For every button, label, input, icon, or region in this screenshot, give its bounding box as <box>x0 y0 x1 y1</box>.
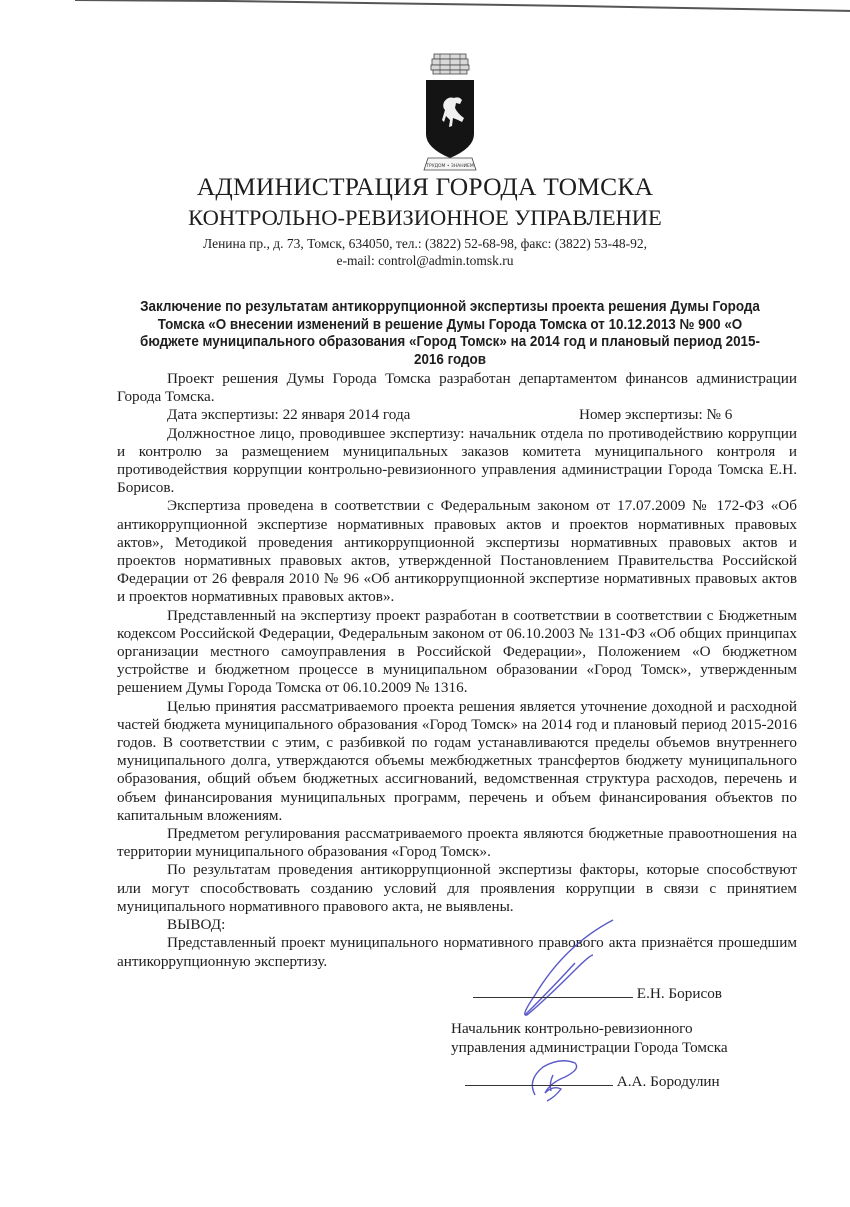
svg-text:ТРУДОМ • ЗНАНИЕМ: ТРУДОМ • ЗНАНИЕМ <box>426 164 474 169</box>
document-title: Заключение по результатам антикоррупционной экспертизы проекта решения Думы Города Томска «О внесении изменений в решение Думы Города Томска от 10.12.2013 № 900 «О бюджете муниципального образования «Город Томск» на 2014 год и плановый период 2015-2016 годов <box>140 299 760 368</box>
paragraph-official: Должностное лицо, проводившее экспертизу: начальник отдела по противодействию коррупции и контролю за размещением муниципальных заказов комитета муниципального контроля и противодействия коррупции контрольно-ревизионного управления администрации Города Томска Е.Н. Борисов. <box>117 424 797 497</box>
letterhead-contacts <box>0 235 850 269</box>
paragraph-legal-basis: Экспертиза проведена в соответствии с Федеральным законом от 17.07.2009 № 172-ФЗ «Об антикоррупционной экспертизе нормативных правовых актов и проектов нормативных правовых актов», Методикой проведения антикоррупционной экспертизы нормативных правовых актов и проектов нормативных правовых актов, утвержденной Постановлением Правительства Российской Федерации от 26 февраля 2010 № 96 «Об антикоррупционной экспертизе нормативных правовых актов и проектов нормативных правовых актов». <box>117 497 797 606</box>
conclusion-label: ВЫВОД: <box>167 916 226 934</box>
signature-borisov-icon <box>505 915 635 1025</box>
signature-line-borisov <box>473 985 722 1003</box>
paragraph-subject: Предметом регулирования рассматриваемого проекта являются бюджетные правоотношения на территории муниципального образования «Город Томск». <box>117 825 797 861</box>
signer-borisov: Е.Н. Борисов <box>636 985 722 1002</box>
signature-line-borodulin <box>465 1073 720 1091</box>
letterhead-email: e-mail: control@admin.tomsk.ru <box>336 253 514 268</box>
paragraph-conclusion: Представленный проект муниципального нормативного правового акта признаётся прошедшим антикоррупционную экспертизу. <box>117 934 797 970</box>
signer-position <box>451 1020 728 1057</box>
position-line-2: управления администрации Города Томска <box>451 1038 728 1056</box>
paragraph-findings: По результатам проведения антикоррупционной экспертизы факторы, которые способствуют или могут способствовать созданию условий для проявления коррупции в связи с принятием муниципального нормативного правового акта, не выявлены. <box>117 861 797 915</box>
signature-line <box>465 1085 613 1086</box>
expertise-date: Дата экспертизы: 22 января 2014 года <box>167 406 411 424</box>
letterhead-address: Ленина пр., д. 73, Томск, 634050, тел.: (3822) 52-68-98, факс: (3822) 53-48-92, <box>203 236 647 251</box>
paragraph-project-basis: Представленный на экспертизу проект разработан в соответствии в соответствии с Бюджетным кодексом Российской Федерации, Федеральным законом от 06.10.2003 № 131-ФЗ «Об общих принципах организации местного самоуправления в Российской Федерации», Положением «О бюджетном устройстве и бюджетном процессе в муниципальном образовании «Город Томск», утвержденным решением Думы Города Томска от 06.10.2009 № 1316. <box>117 606 797 697</box>
tomsk-coat-of-arms-icon <box>418 50 482 176</box>
document-body <box>117 370 797 971</box>
position-line-1: Начальник контрольно-ревизионного <box>451 1020 693 1037</box>
signer-borodulin: А.А. Бородулин <box>616 1073 720 1090</box>
letterhead-department: КОНТРОЛЬНО-РЕВИЗИОННОЕ УПРАВЛЕНИЕ <box>188 205 662 230</box>
paragraph-developer: Проект решения Думы Города Томска разработан департаментом финансов администрации Города Томска. <box>117 370 797 406</box>
expertise-number: Номер экспертизы: № 6 <box>579 406 733 424</box>
signature-line <box>473 997 633 998</box>
scan-edge-line <box>75 0 850 12</box>
paragraph-purpose: Целью принятия рассматриваемого проекта решения является уточнение доходной и расходной частей бюджета муниципального образования «Город Томск» на 2014 год и плановый период 2015-2016 годов. В соответствии с этим, с разбивкой по годам устанавливаются пределы объемов внутреннего муниципального долга, утверждаются объемы межбюджетных трансфертов бюджету муниципального образования, общий объем бюджетных ассигнований, ведомственная структура расходов, перечень и объем финансирования муниципальных программ, перечень и объем финансирования объектов по капитальным вложениям. <box>117 697 797 824</box>
expertise-meta-row <box>117 406 797 424</box>
letterhead-org: АДМИНИСТРАЦИЯ ГОРОДА ТОМСКА <box>196 172 654 201</box>
